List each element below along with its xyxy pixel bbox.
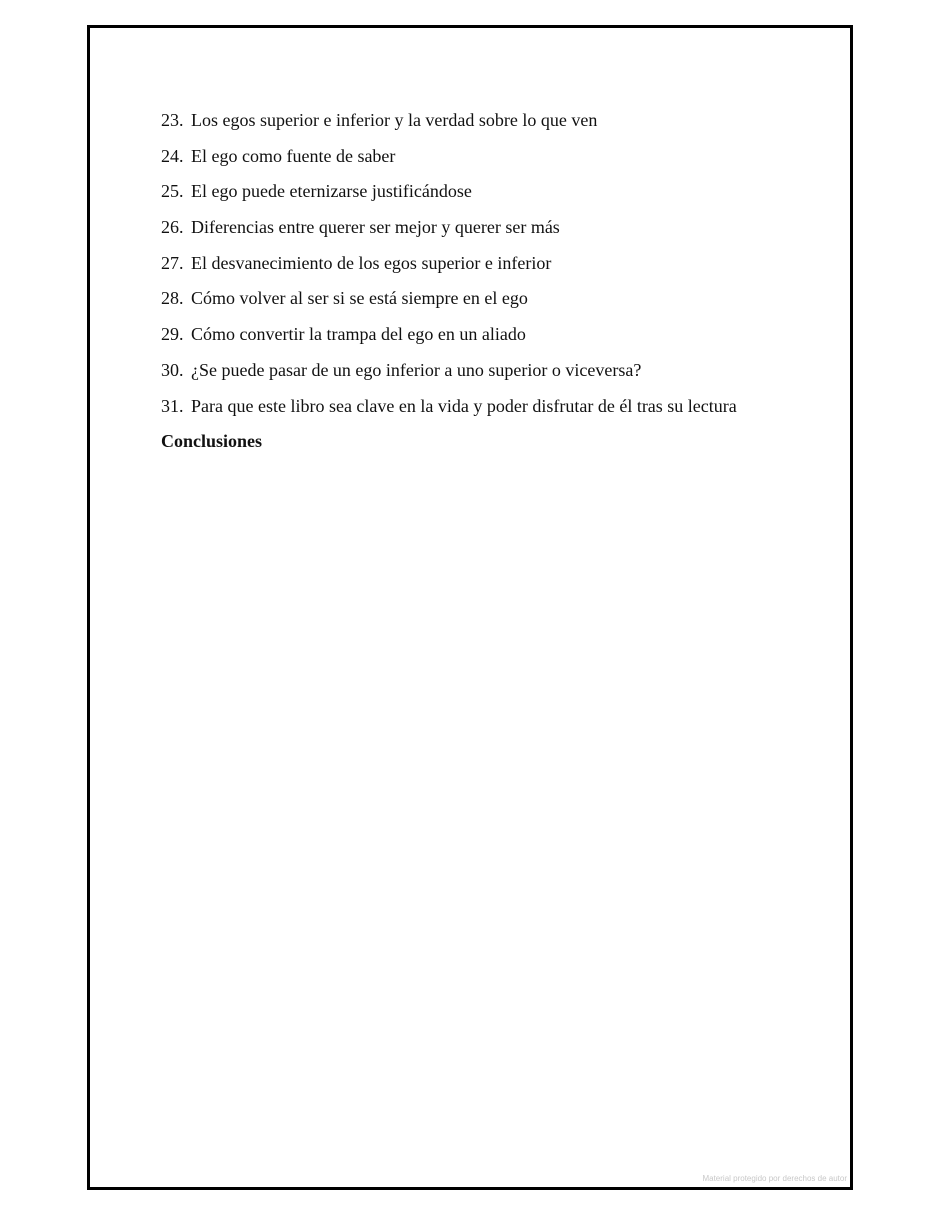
- toc-entry-number: 30.: [161, 359, 184, 380]
- toc-entry-26: [161, 215, 761, 240]
- toc-entry-25: [161, 179, 761, 204]
- toc-entry-number: 25.: [161, 181, 184, 202]
- toc-entry-title: El ego como fuente de saber: [191, 145, 396, 166]
- table-of-contents: [161, 108, 761, 454]
- toc-entry-number: 23.: [161, 110, 184, 130]
- toc-entry-31: [161, 394, 761, 419]
- toc-entry-title: El desvanecimiento de los egos superior e inferior: [191, 252, 552, 273]
- toc-entry-title: Cómo convertir la trampa del ego en un aliado: [191, 324, 526, 345]
- toc-entry-title: Para que este libro sea clave en la vida y poder disfrutar de él tras su lectura: [191, 395, 737, 416]
- toc-entry-title: Cómo volver al ser si se está siempre en el ego: [191, 288, 528, 309]
- book-page: [87, 25, 853, 1190]
- toc-entry-number: 28.: [161, 288, 184, 309]
- toc-entry-29: [161, 322, 761, 347]
- toc-entry-number: 24.: [161, 145, 184, 166]
- toc-entry-title: Los egos superior e inferior y la verdad sobre lo que ven: [191, 110, 598, 130]
- toc-entry-27: [161, 251, 761, 276]
- toc-entry-23: [161, 108, 761, 133]
- toc-entry-28: [161, 286, 761, 311]
- toc-entry-number: 26.: [161, 217, 184, 238]
- toc-entry-24: [161, 144, 761, 169]
- toc-entry-number: 27.: [161, 252, 184, 273]
- toc-section-heading: Conclusiones: [161, 431, 263, 452]
- toc-entry-number: 29.: [161, 324, 184, 345]
- toc-entry-number: 31.: [161, 395, 184, 416]
- toc-entry-title: Diferencias entre querer ser mejor y querer ser más: [191, 217, 560, 238]
- copyright-watermark: Material protegido por derechos de autor: [702, 1174, 847, 1183]
- toc-entry-30: [161, 358, 761, 383]
- toc-entry-title: El ego puede eternizarse justificándose: [191, 181, 472, 202]
- toc-entry-title: ¿Se puede pasar de un ego inferior a uno superior o viceversa?: [191, 359, 642, 380]
